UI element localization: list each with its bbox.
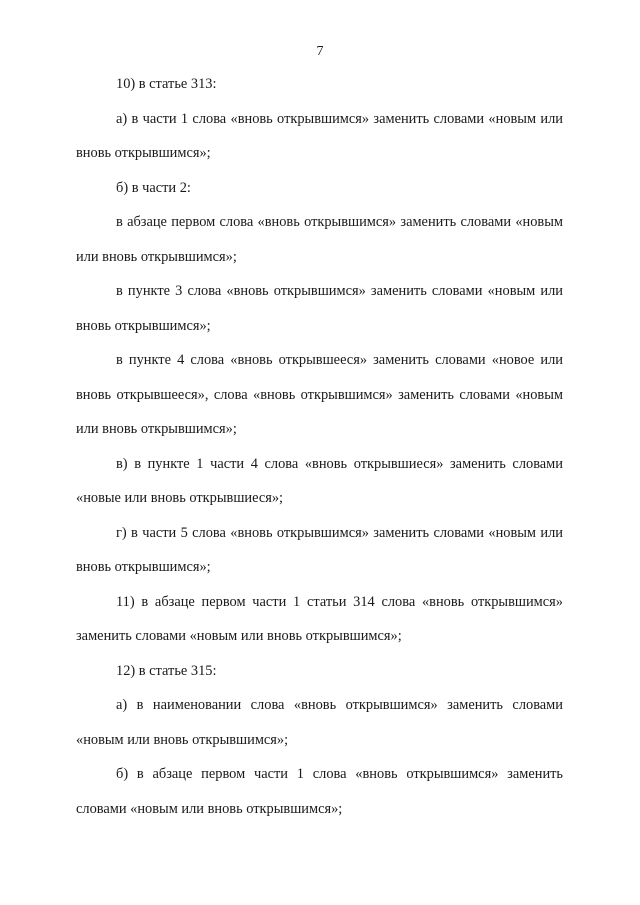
page-number: 7 (316, 44, 324, 59)
paragraph-12a: а) в наименовании слова «вновь открывшимся» заменить словами «новым или вновь открывшимся»; (76, 697, 563, 748)
paragraph-12-article-315: 12) в статье 315: (116, 662, 217, 679)
paragraph-10-article-313: 10) в статье 313: (116, 76, 217, 92)
paragraph-10b-first-abzats: в абзаце первом слова «вновь открывшимся» заменить словами «новым или вновь открывшимся»; (76, 214, 563, 265)
document-body (76, 67, 563, 826)
paragraph-10b-punkt-3: в пункте 3 слова «вновь открывшимся» заменить словами «новым или вновь открывшимся»; (76, 283, 563, 334)
paragraph-12b: б) в абзаце первом части 1 слова «вновь открывшимся» заменить словами «новым или вновь открывшимся»; (76, 766, 563, 817)
paragraph-10b: б) в части 2: (116, 179, 191, 196)
paragraph-11-article-314: 11) в абзаце первом части 1 статьи 314 слова «вновь открывшимся» заменить словами «новым или вновь открывшимся»; (76, 593, 563, 644)
paragraph-10a: а) в части 1 слова «вновь открывшимся» заменить словами «новым или вновь открывшимся»; (76, 110, 563, 161)
paragraph-10g: г) в части 5 слова «вновь открывшимся» заменить словами «новым или вновь открывшимся»; (76, 524, 563, 575)
paragraph-10v: в) в пункте 1 части 4 слова «вновь открывшиеся» заменить словами «новые или вновь открывшиеся»; (76, 455, 563, 506)
paragraph-10b-punkt-4: в пункте 4 слова «вновь открывшееся» заменить словами «новое или вновь открывшееся», слова «вновь открывшимся» заменить словами «новым или вновь открывшимся»; (76, 352, 563, 437)
